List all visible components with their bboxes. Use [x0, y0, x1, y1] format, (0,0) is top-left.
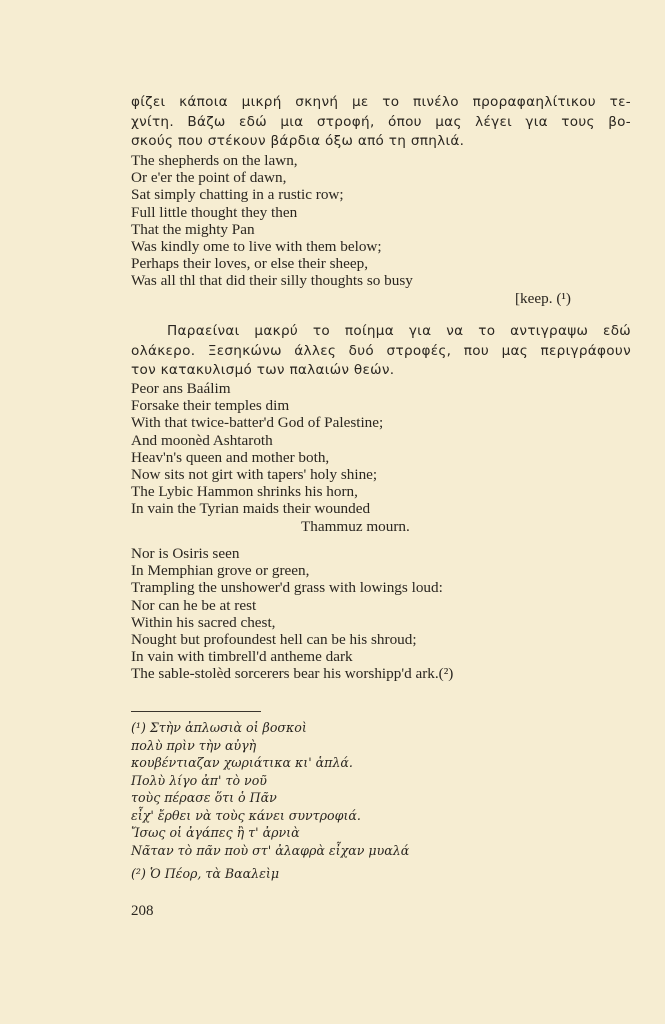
- page-number: 208: [131, 903, 154, 919]
- footnote-line: εἶχ' ἔρθει νὰ τοὺς κάνει συντροφιά.: [131, 807, 361, 823]
- footnote-divider: [131, 711, 261, 712]
- verse-line: Nought but profoundest hell can be his shroud;: [131, 631, 417, 649]
- footnote-line: τοὺς πέρασε ὅτι ὁ Πᾶν: [131, 790, 277, 805]
- verse-continuation: Thammuz mourn.: [301, 517, 410, 535]
- verse-line: Perhaps their loves, or else their sheep,: [131, 255, 369, 273]
- verse-line: Peor ans Baálim: [131, 380, 231, 397]
- verse-line: Sat simply chatting in a rustic row;: [131, 186, 344, 204]
- verse-line: Forsake their temples dim: [131, 397, 290, 415]
- verse-line: And moonèd Ashtaroth: [131, 431, 273, 449]
- greek-paragraph-2: [131, 322, 631, 381]
- footnote-line: κουβέντιαζαν χωριάτικα κι' ἁπλά.: [131, 755, 353, 770]
- verse-line: With that twice-batter'd God of Palestine;: [131, 414, 384, 432]
- footnote-line: Πολὺ λίγο ἀπ' τὸ νοῦ: [131, 772, 267, 788]
- text-line: χνίτη. Βάζω εδώ μια στροφή, όπου μας λέγει για τους βο-: [131, 113, 631, 130]
- verse-line: Was kindly ome to live with them below;: [131, 238, 382, 256]
- footnote-2: (²) Ὁ Πέορ, τὰ Βααλεὶμ: [131, 866, 280, 881]
- verse-line: Or e'er the point of dawn,: [131, 169, 287, 187]
- verse-line: The Lybic Hammon shrinks his horn,: [131, 483, 358, 501]
- verse-line: In vain with timbrell'd antheme dark: [131, 648, 353, 666]
- verse-line: Full little thought they then: [131, 203, 298, 221]
- verse-line: Trampling the unshower'd grass with lowings loud:: [131, 579, 443, 597]
- verse-line: Nor can he be at rest: [131, 596, 257, 614]
- verse-line: Now sits not girt with tapers' holy shine;: [131, 466, 378, 484]
- text-line: τον κατακυλισμό των παλαιών θεών.: [131, 362, 395, 378]
- verse-line: Nor is Osiris seen: [131, 545, 240, 562]
- text-line: σκούς που στέκουν βάρδια όξω από τη σπηλιά.: [131, 133, 465, 149]
- poem-stanza-3: [131, 545, 571, 683]
- verse-line: The shepherds on the lawn,: [131, 152, 298, 169]
- verse-line: In Memphian grove or green,: [131, 562, 310, 580]
- footnote-line: Νᾶταν τὸ πᾶν ποὺ στ' ἀλαφρὰ εἶχαν μυαλά: [131, 842, 410, 858]
- text-line: φίζει κάποια μικρή σκηνή με το πινέλο προραφαηλίτικου τε-: [131, 94, 631, 110]
- poem-stanza-2: [131, 380, 571, 535]
- greek-paragraph-1: [131, 93, 631, 152]
- footnote-line: πολὺ πρὶν τὴν αὐγὴ: [131, 737, 257, 753]
- verse-line: The sable-stolèd sorcerers bear his worshipp'd ark.(²): [131, 665, 454, 683]
- poem-stanza-1: [131, 152, 571, 307]
- text-line: Παραείναι μακρύ το ποίημα για να το αντιγραψω εδώ: [167, 323, 631, 339]
- verse-line: Heav'n's queen and mother both,: [131, 448, 330, 466]
- text-line: ολάκερο. Ξεσηκώνω άλλες δυό στροφές, που μας περιγράφουν: [131, 342, 631, 359]
- footnote-line: Ἴσως οἱ ἀγάπες ἢ τ' ἀρνιὰ: [131, 825, 300, 840]
- verse-line: In vain the Tyrian maids their wounded: [131, 500, 371, 518]
- verse-line: Was all thl that did their silly thoughts so busy: [131, 272, 413, 290]
- verse-line: Within his sacred chest,: [131, 613, 276, 631]
- verse-line: That the mighty Pan: [131, 220, 255, 238]
- verse-continuation: [keep. (¹): [515, 289, 571, 307]
- footnote-line: (¹) Στὴν ἀπλωσιὰ οἱ βοσκοὶ: [131, 720, 307, 735]
- footnotes: [131, 719, 531, 883]
